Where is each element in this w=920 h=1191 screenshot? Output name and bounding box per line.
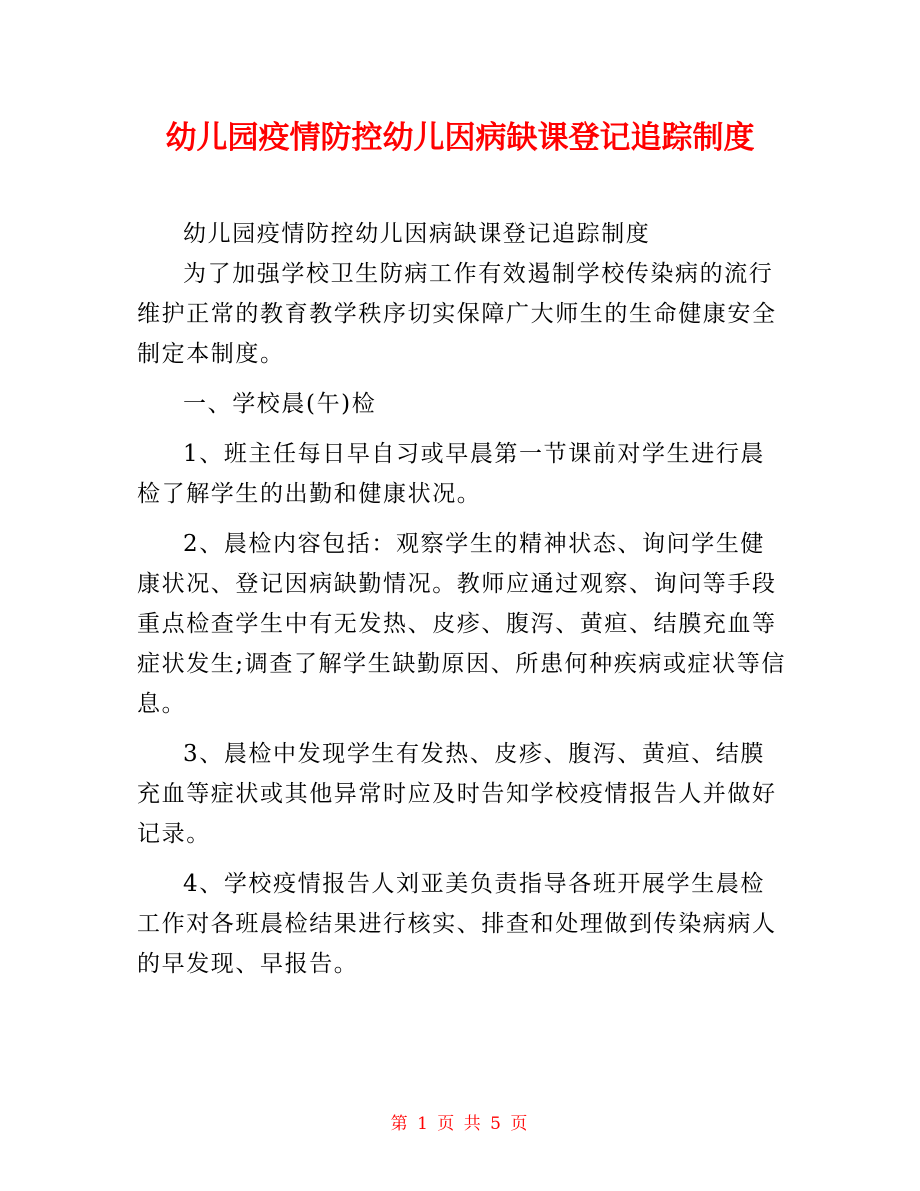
- paragraph: 为了加强学校卫生防病工作有效遏制学校传染病的流行维护正常的教育教学秩序切实保障广大师生的生命健康安全制定本制度。: [137, 261, 777, 367]
- document-title: 幼儿园疫情防控幼儿因病缺课登记追踪制度: [165, 120, 755, 156]
- paragraph: 4、学校疫情报告人刘亚美负责指导各班开展学生晨检工作对各班晨检结果进行核实、排查和处理做到传染病病人的早发现、早报告。: [137, 871, 777, 977]
- paragraph: 幼儿园疫情防控幼儿因病缺课登记追踪制度: [183, 221, 651, 247]
- section-heading: 一、学校晨(午)检: [183, 391, 377, 417]
- paragraph: 1、班主任每日早自习或早晨第一节课前对学生进行晨检了解学生的出勤和健康状况。: [137, 441, 766, 507]
- document-body: [137, 214, 787, 984]
- page-number-footer: 第 1 页 共 5 页: [390, 1114, 530, 1134]
- paragraph: 3、晨检中发现学生有发热、皮疹、腹泻、黄疸、结膜充血等症状或其他异常时应及时告知学校疫情报告人并做好记录。: [137, 741, 777, 847]
- paragraph: 2、晨检内容包括：观察学生的精神状态、询问学生健康状况、登记因病缺勤情况。教师应通过观察、询问等手段重点检查学生中有无发热、皮疹、腹泻、黄疸、结膜充血等症状发生;调查了解学生缺勤原因、所患何种疾病或症状等信息。: [137, 531, 786, 717]
